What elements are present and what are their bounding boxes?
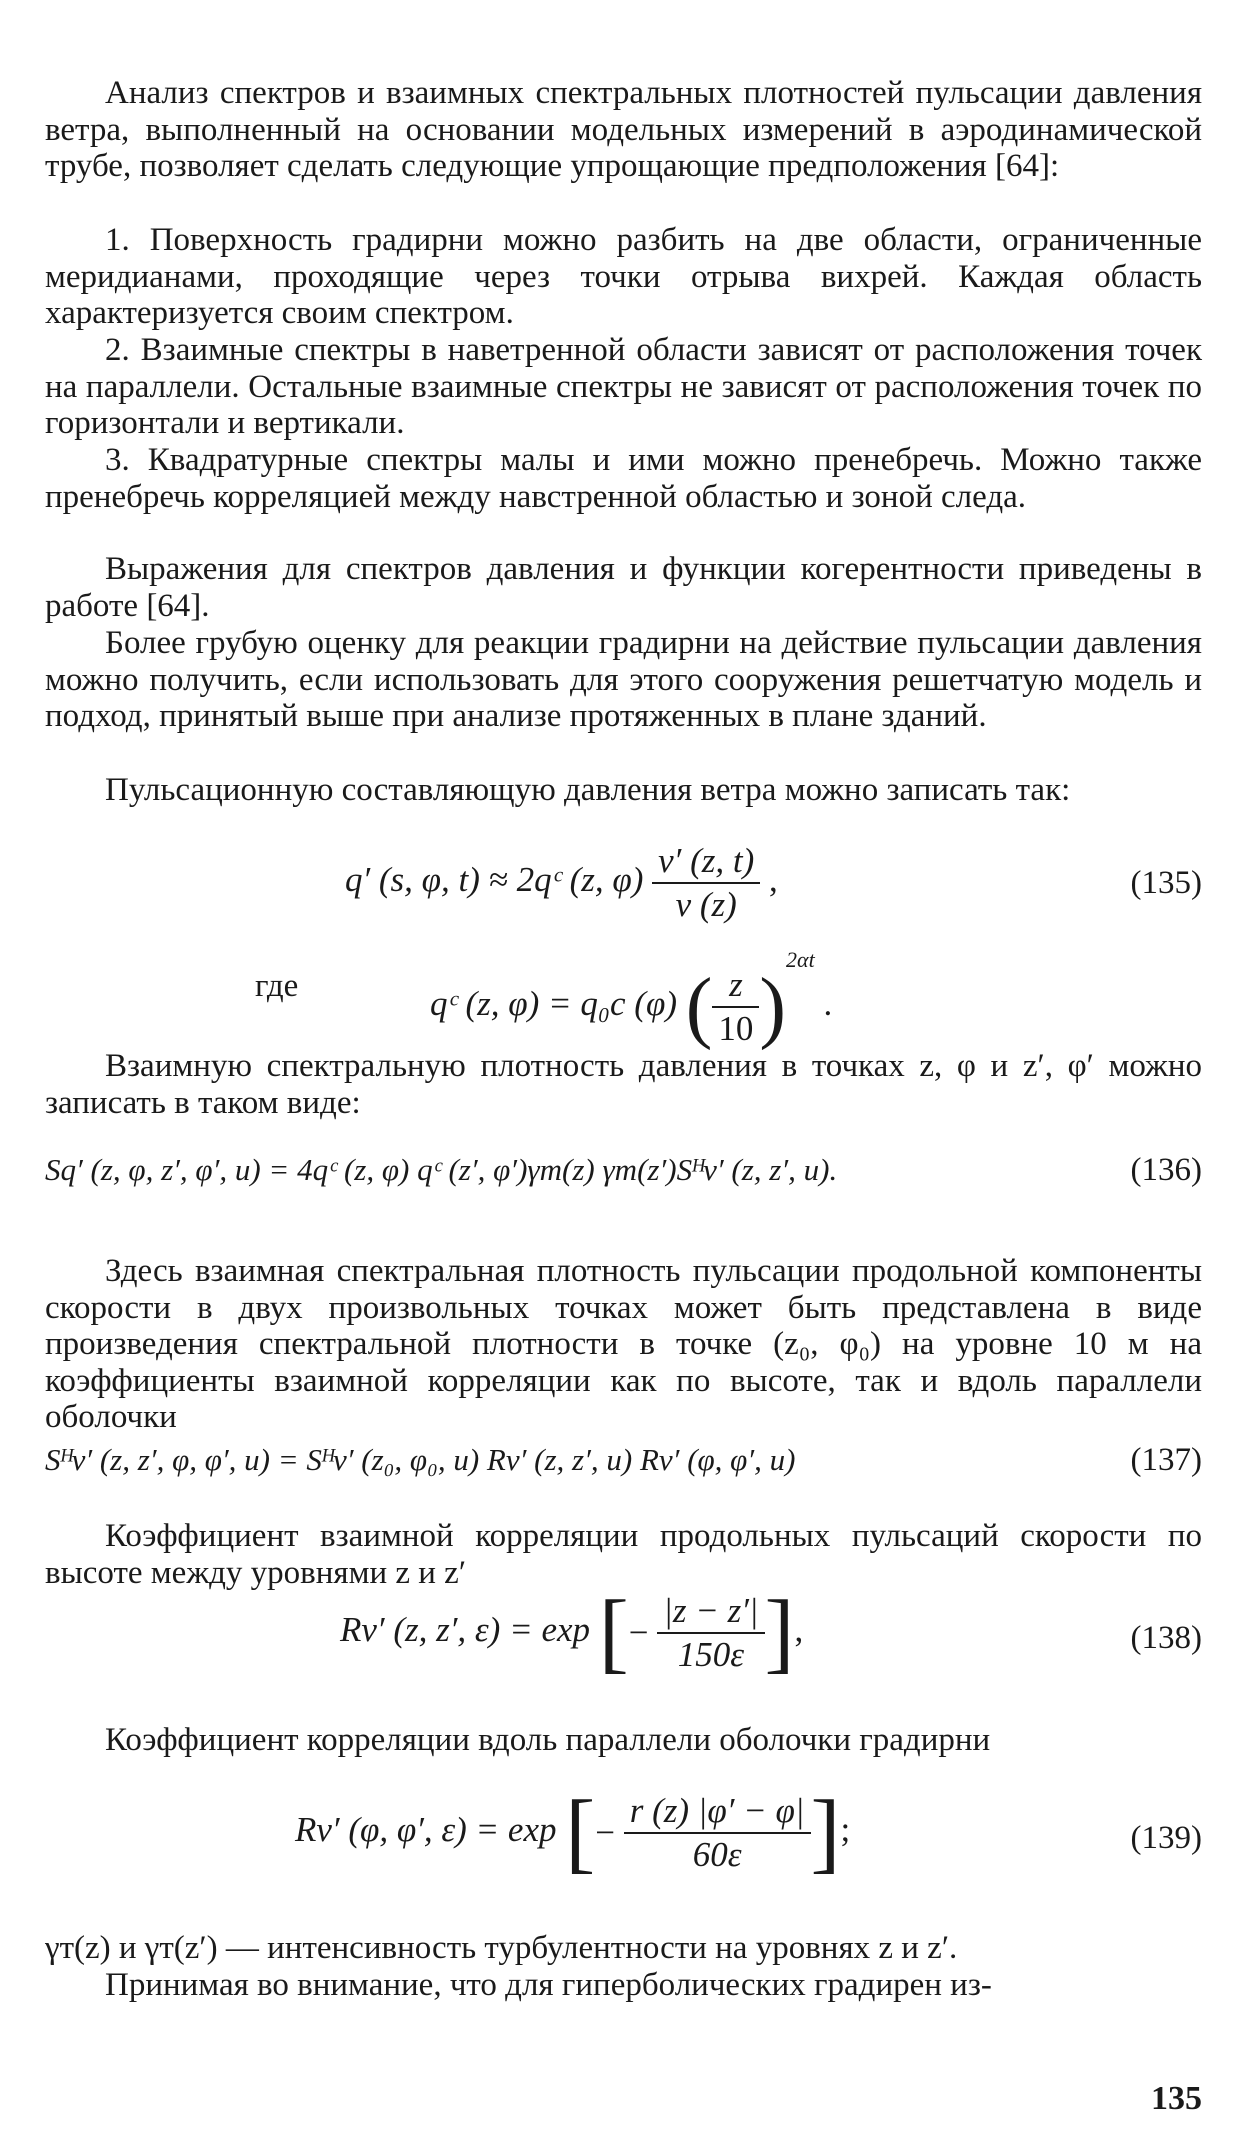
fraction-denominator: 10 (718, 1008, 754, 1048)
paragraph-hyperbolic: Принимая во внимание, что для гиперболических градирен из- (105, 1967, 992, 2003)
paragraph-spectral-density: Взаимную спектральную плотность давления в точках z, φ и z′, φ′ можно записать в таком виде: (45, 1048, 1202, 1121)
equation-136 (45, 1150, 837, 1190)
left-bracket: [ (565, 1783, 596, 1882)
equation-135-definition (430, 940, 832, 1050)
fraction (712, 964, 759, 1050)
fraction (657, 1590, 764, 1676)
equation-lhs: Rv′ (φ, φ′, ε) = exp (295, 1810, 557, 1850)
minus-sign: − (628, 1613, 649, 1652)
equation-punct: , (794, 1610, 804, 1650)
left-bracket: [ (598, 1583, 629, 1682)
paragraph-estimate: Более грубую оценку для реакции градирни на действие пульсации давления можно получить, если использовать для этого сооружения решетчатую модель и подход, принятый выше при анализе протяженных в плане зданий. (45, 625, 1202, 734)
right-bracket: ] (764, 1583, 795, 1682)
equation-text: Sq′ (z, φ, z′, φ′, u) = 4qᶜ (z, φ) qᶜ (z′, φ′)γт(z) γт(z′)Sᴴv′ (z, z′, u). (45, 1152, 838, 1187)
right-bracket: ] (810, 1783, 841, 1882)
equation-lhs: qᶜ (z, φ) = q₀c (φ) (430, 984, 677, 1023)
equation-number-138: (138) (1130, 1620, 1202, 1656)
equation-137 (45, 1440, 795, 1480)
equation-138 (340, 1583, 804, 1682)
equation-135 (345, 840, 778, 926)
fraction-denominator: 60ε (692, 1835, 742, 1874)
paragraph-height-correlation: Коэффициент взаимной корреляции продольных пульсаций скорости по высоте между уровнями z и z′ (45, 1518, 1202, 1591)
equation-number-139: (139) (1130, 1820, 1202, 1856)
paragraph-turbulence: γт(z) и γт(z′) — интенсивность турбулентности на уровнях z и z′. (45, 1930, 958, 1966)
equation-139 (295, 1783, 851, 1882)
equation-punct: . (823, 984, 833, 1023)
right-paren: ) (759, 962, 787, 1051)
paragraph-expressions: Выражения для спектров давления и функции когерентности приведены в работе [64]. (45, 551, 1202, 624)
where-label: где (255, 968, 299, 1004)
paragraph-item-2: 2. Взаимные спектры в наветренной области зависят от расположения точек на параллели. Остальные взаимные спектры не зависят от расположения точек по горизонтали и вертикали. (45, 332, 1202, 441)
fraction-numerator: z (712, 964, 759, 1008)
fraction-numerator: v′ (z, t) (652, 840, 760, 884)
equation-lhs: q′ (s, φ, t) ≈ 2qᶜ (z, φ) (345, 860, 644, 900)
page-number: 135 (1151, 2080, 1202, 2117)
paragraph-item-3: 3. Квадратурные спектры малы и ими можно пренебречь. Можно также пренебречь корреляцией между навстренной областью и зоной следа. (45, 442, 1202, 515)
minus-sign: − (595, 1813, 615, 1852)
paragraph-pulsation: Пульсационную составляющую давления ветра можно записать так: (105, 772, 1071, 808)
exponent: 2αt (786, 947, 815, 972)
paragraph-intro: Анализ спектров и взаимных спектральных плотностей пульсации давления ветра, выполненный на основании модельных измерений в аэродинамической трубе, позволяет сделать следующие упрощающие предположения [64]: (45, 75, 1202, 184)
paragraph-parallel-correlation: Коэффициент корреляции вдоль параллели оболочки градирни (105, 1722, 991, 1758)
equation-text: Sᴴv′ (z, z′, φ, φ′, u) = Sᴴv′ (z₀, φ₀, u) Rv′ (z, z′, u) Rv′ (φ, φ′, u) (45, 1442, 796, 1477)
equation-punct: ; (840, 1810, 851, 1850)
equation-number-135: (135) (1130, 865, 1202, 901)
equation-lhs: Rv′ (z, z′, ε) = exp (340, 1610, 591, 1650)
fraction (652, 840, 760, 926)
paragraph-item-1: 1. Поверхность градирни можно разбить на две области, ограниченные меридианами, проходящие через точки отрыва вихрей. Каждая область характеризуется своим спектром. (45, 222, 1202, 331)
fraction-denominator: v (z) (675, 885, 737, 924)
equation-number-136: (136) (1130, 1152, 1202, 1188)
equation-punct: , (768, 860, 778, 900)
fraction-numerator: |z − z′| (657, 1590, 764, 1634)
left-paren: ( (685, 962, 713, 1051)
equation-number-137: (137) (1130, 1442, 1202, 1478)
fraction (624, 1790, 811, 1876)
fraction-denominator: 150ε (677, 1635, 745, 1674)
paragraph-cross-density: Здесь взаимная спектральная плотность пульсации продольной компоненты скорости в двух произвольных точках может быть представлена в виде произведения спектральной плотности в точке (z₀, φ₀) на уровне 10 м на коэффициенты взаимной корреляции как по высоте, так и вдоль параллели оболочки (45, 1253, 1202, 1435)
fraction-numerator: r (z) |φ′ − φ| (624, 1790, 811, 1834)
